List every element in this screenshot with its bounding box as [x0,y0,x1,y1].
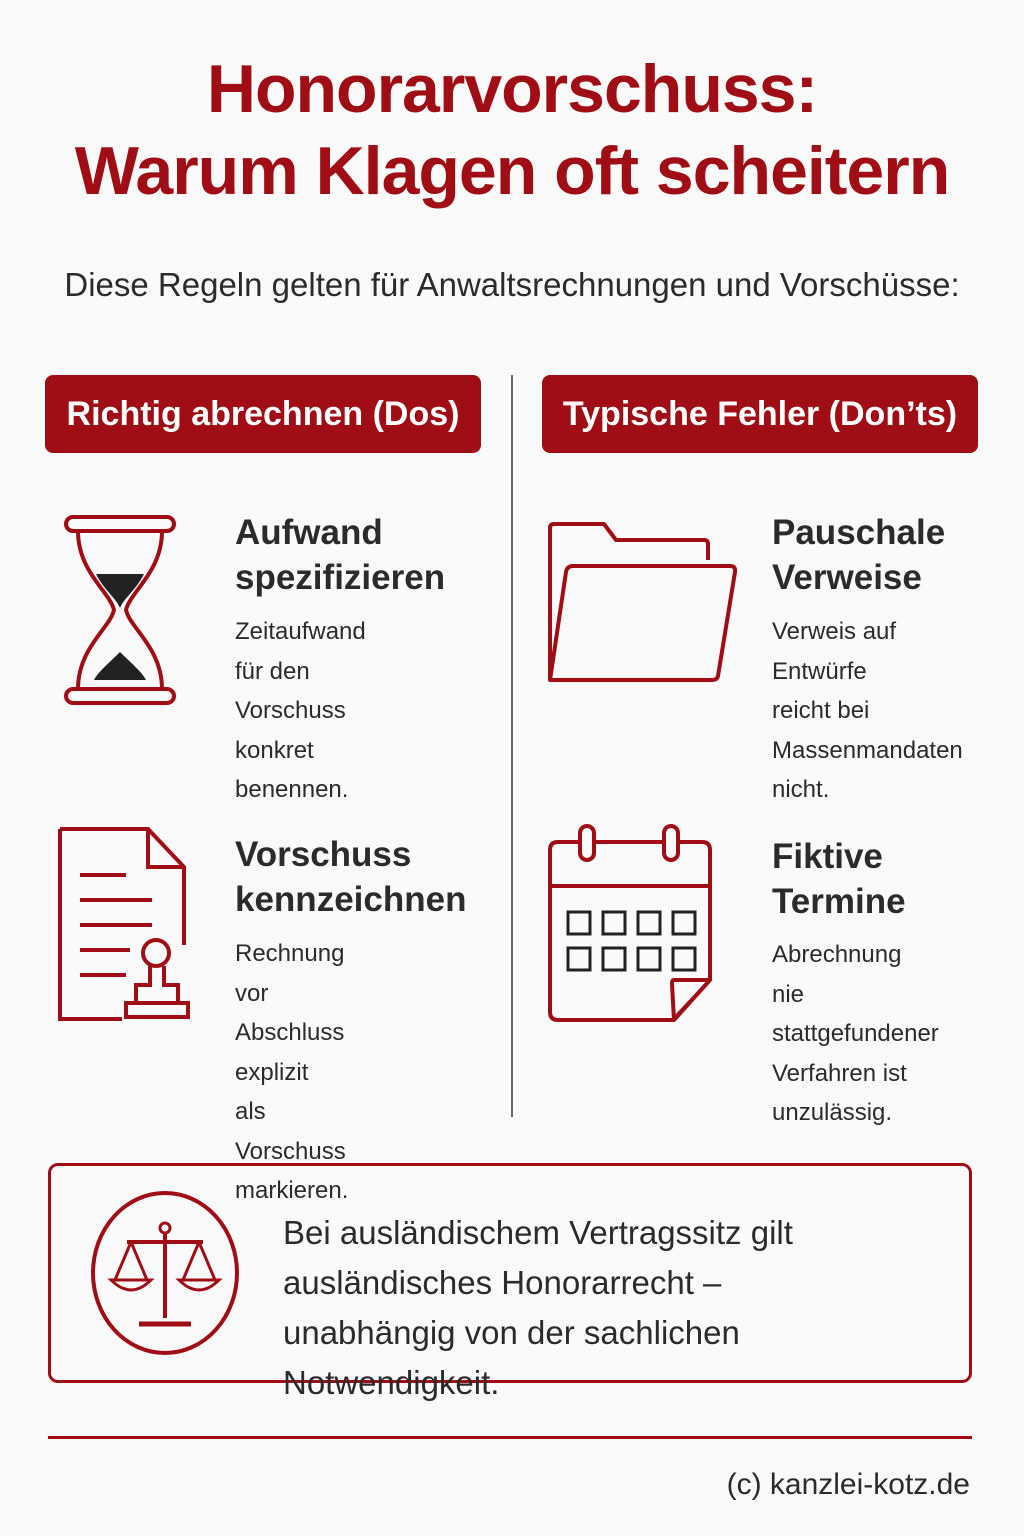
info-text: Bei ausländischem Vertragssitz gilt ausländisches Honorarrecht – unabhängig von der sachlichen Notwendigkeit. [283,1214,793,1401]
title-line-2: Warum Klagen oft scheitern [74,133,950,209]
donts-item-1-heading: Pauschale Verweise [772,513,946,597]
info-box [48,1163,972,1401]
copyright-text: (c) kanzlei-kotz.de [726,1468,970,1501]
dos-item-2-heading: Vorschuss kennzeichnen [235,835,467,919]
page-subtitle: Diese Regeln gelten für Anwaltsrechnungen und Vorschüsse: [64,266,960,303]
dos-header: Richtig abrechnen (Dos) [45,375,481,453]
calendar-icon [546,820,714,1031]
document-stamp-icon [56,825,196,1030]
dos-item-1-text: Zeitaufwand für den Vorschuss konkret benennen. [235,618,366,803]
page-title [0,48,1024,212]
title-line-1: Honorarvorschuss: [206,51,818,127]
footer-divider [48,1436,972,1439]
hourglass-icon [60,512,180,717]
folder-icon [546,520,738,691]
dos-item-1-heading: Aufwand spezifizieren [235,513,446,597]
column-divider [511,375,513,1117]
donts-header: Typische Fehler (Don’ts) [542,375,978,453]
donts-item-2-text: Abrechnung nie stattgefundener Verfahren ist unzulässig. [772,941,939,1126]
donts-item-2-heading: Fiktive Termine [772,837,906,921]
donts-item-1-text: Verweis auf Entwürfe reicht bei Massenmandaten nicht. [772,618,963,803]
scales-icon [89,1188,241,1363]
dos-item-2-text: Rechnung vor Abschluss explizit als Vorschuss markieren. [235,940,349,1204]
